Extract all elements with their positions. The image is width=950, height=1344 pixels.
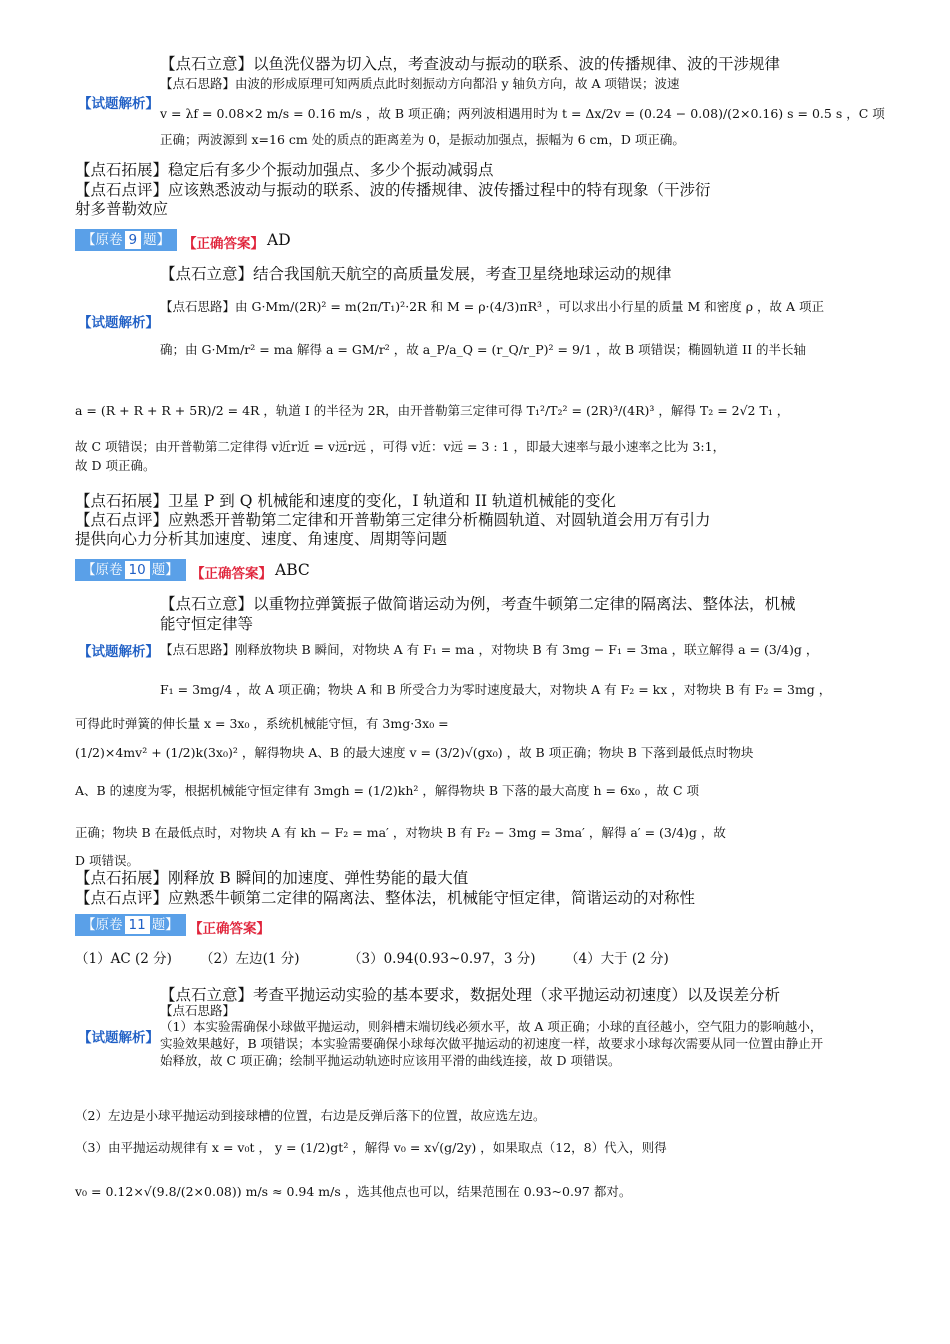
q10-answer-label: 【正确答案】 [191, 566, 272, 582]
q10-header [75, 559, 186, 581]
q11-answer-3: （3）0.94(0.93~0.97，3 分) [348, 951, 536, 967]
q9-tuozhan: 【点石拓展】卫星 P 到 Q 机械能和速度的变化，I 轨道和 II 轨道机械能的变化 [75, 492, 616, 510]
q10-answer: ABC [275, 561, 310, 579]
q11-header-number: 11 [125, 916, 150, 934]
q9-silu-2: 确；由 G·Mm/r² = ma 解得 a = GM/r² ，故 a_P/a_Q = (r_Q/r_P)² = 9/1 ，故 B 项错误；椭圆轨道 II 的半长轴 [160, 342, 807, 357]
q8-silu-3: 正确；两波源到 x=16 cm 处的质点的距离差为 0，是振动加强点，振幅为 6 cm，D 项正确。 [160, 132, 685, 147]
q10-lizhi-1: 【点石立意】以重物拉弹簧振子做简谐运动为例，考查牛顿第二定律的隔离法、整体法，机械 [160, 595, 796, 613]
analysis-label: 【试题解析】 [78, 96, 159, 112]
q9-header [75, 229, 177, 251]
q9-header-number: 9 [125, 231, 142, 249]
q10-dianping: 【点石点评】应熟悉牛顿第二定律的隔离法、整体法，机械能守恒定律，简谐运动的对称性 [75, 889, 696, 907]
q11-header [75, 914, 186, 936]
q11-answer-2: （2）左边(1 分) [200, 951, 300, 967]
q10-header-pre: 【原卷 [82, 562, 123, 578]
q9-dianping-1: 【点石点评】应熟悉开普勒第二定律和开普勒第三定律分析椭圆轨道、对圆轨道会用万有引力 [75, 511, 711, 529]
q8-silu-1: 【点石思路】由波的形成原理可知两质点此时刻振动方向都沿 y 轴负方向，故 A 项错误；波速 [160, 76, 680, 91]
q8-lizhi: 【点石立意】以鱼洗仪器为切入点，考查波动与振动的联系、波的传播规律、波的干涉规律 [160, 55, 781, 73]
q10-silu-1: 【点石思路】刚释放物块 B 瞬间，对物块 A 有 F₁ = ma ，对物块 B 有 3mg − F₁ = 3ma ，联立解得 a = (3/4)g ， [160, 642, 819, 657]
q11-part-3b: v₀ = 0.12×√(9.8/(2×0.08)) m/s ≈ 0.94 m/s ，选其他点也可以，结果范围在 0.93~0.97 都对。 [75, 1184, 632, 1199]
q11-lizhi: 【点石立意】考查平抛运动实验的基本要求，数据处理（求平抛运动初速度）以及误差分析 [160, 986, 781, 1004]
q9-silu-5: 故 D 项正确。 [75, 458, 156, 473]
q11-header-pre: 【原卷 [82, 917, 123, 933]
q11-silu-title: 【点石思路】 [160, 1003, 236, 1018]
q11-answer-label: 【正确答案】 [189, 921, 270, 937]
q9-header-post: 题】 [143, 232, 171, 248]
q9-silu-3: a = (R + R + R + 5R)/2 = 4R ，轨道 I 的半径为 2R，由开普勒第三定律可得 T₁²/T₂² = (2R)³/(4R)³ ，解得 T₂ = 2√2 T₁ ， [75, 403, 790, 418]
q9-lizhi: 【点石立意】结合我国航天航空的高质量发展，考查卫星绕地球运动的规律 [160, 265, 672, 283]
q10-silu-5: A、B 的速度为零，根据机械能守恒定律有 3mgh = (1/2)kh² ，解得物块 B 下落的最大高度 h = 6x₀ ，故 C 项 [75, 783, 699, 798]
q9-silu-4: 故 C 项错误；由开普勒第二定律得 v近r近 = v远r远 ，可得 v近：v远 = 3 : 1 ，即最大速率与最小速率之比为 3:1， [75, 439, 726, 454]
q8-silu-2: v = λf = 0.08×2 m/s = 0.16 m/s ，故 B 项正确；两列波相遇用时为 t = Δx/2v = (0.24 − 0.08)/(2×0.16) s = 0.5 s ，C 项 [160, 106, 885, 121]
q10-silu-7: D 项错误。 [75, 853, 139, 868]
analysis-label: 【试题解析】 [78, 1030, 159, 1046]
q10-header-number: 10 [125, 561, 150, 579]
q10-tuozhan: 【点石拓展】刚释放 B 瞬间的加速度、弹性势能的最大值 [75, 869, 469, 887]
q8-dianping-2: 射多普勒效应 [75, 200, 169, 218]
q9-header-pre: 【原卷 [82, 232, 123, 248]
q8-dianping-1: 【点石点评】应该熟悉波动与振动的联系、波的传播规律、波传播过程中的特有现象（干涉衍 [75, 181, 711, 199]
q10-silu-6: 正确；物块 B 在最低点时，对物块 A 有 kh − F₂ = ma′ ，对物块 B 有 F₂ − 3mg = 3ma′ ，解得 a′ = (3/4)g ，故 [75, 825, 726, 840]
q10-silu-4: (1/2)×4mv² + (1/2)k(3x₀)² ，解得物块 A、B 的最大速度 v = (3/2)√(gx₀) ，故 B 项正确；物块 B 下落到最低点时物块 [75, 745, 754, 760]
q9-answer-label: 【正确答案】 [183, 236, 264, 252]
q10-lizhi-2: 能守恒定律等 [160, 615, 254, 633]
q9-answer: AD [267, 231, 291, 249]
q10-header-post: 题】 [151, 562, 179, 578]
q10-silu-3: 可得此时弹簧的伸长量 x = 3x₀ ，系统机械能守恒，有 3mg·3x₀ = [75, 716, 449, 731]
q11-header-post: 题】 [151, 917, 179, 933]
q11-part-2: （2）左边是小球平抛运动到接球槽的位置，右边是反弹后落下的位置，故应选左边。 [75, 1108, 546, 1123]
q11-answer-4: （4）大于 (2 分) [565, 951, 669, 967]
q11-part-3a: （3）由平抛运动规律有 x = v₀t ， y = (1/2)gt² ，解得 v₀ = x√(g/2y) ，如果取点（12，8）代入，则得 [75, 1140, 667, 1155]
q11-answer-1: （1）AC (2 分) [75, 951, 172, 967]
analysis-label: 【试题解析】 [78, 644, 159, 660]
q9-silu-1: 【点石思路】由 G·Mm/(2R)² = m(2π/T₁)²·2R 和 M = ρ·(4/3)πR³ ，可以求出小行星的质量 M 和密度 ρ ，故 A 项正 [160, 299, 825, 314]
q11-silu-body: （1）本实验需确保小球做平抛运动，则斜槽末端切线必须水平，故 A 项正确；小球的直径越小，空气阻力的影响越小，实验效果越好，B 项错误；本实验需要确保小球每次做平抛运动的初速度一样，故要求小球每次需要从同一位置由静止开始释放，故 C 项正确；绘制平抛运动轨迹时应该用平滑的曲线连接，故 D 项错误。 [160, 1019, 824, 1068]
q8-tuozhan: 【点石拓展】稳定后有多少个振动加强点、多少个振动减弱点 [75, 161, 494, 179]
analysis-label: 【试题解析】 [78, 315, 159, 331]
q10-silu-2: F₁ = 3mg/4 ，故 A 项正确；物块 A 和 B 所受合力为零时速度最大，对物块 A 有 F₂ = kx ，对物块 B 有 F₂ = 3mg ， [160, 682, 832, 697]
q9-dianping-2: 提供向心力分析其加速度、速度、角速度、周期等问题 [75, 530, 448, 548]
